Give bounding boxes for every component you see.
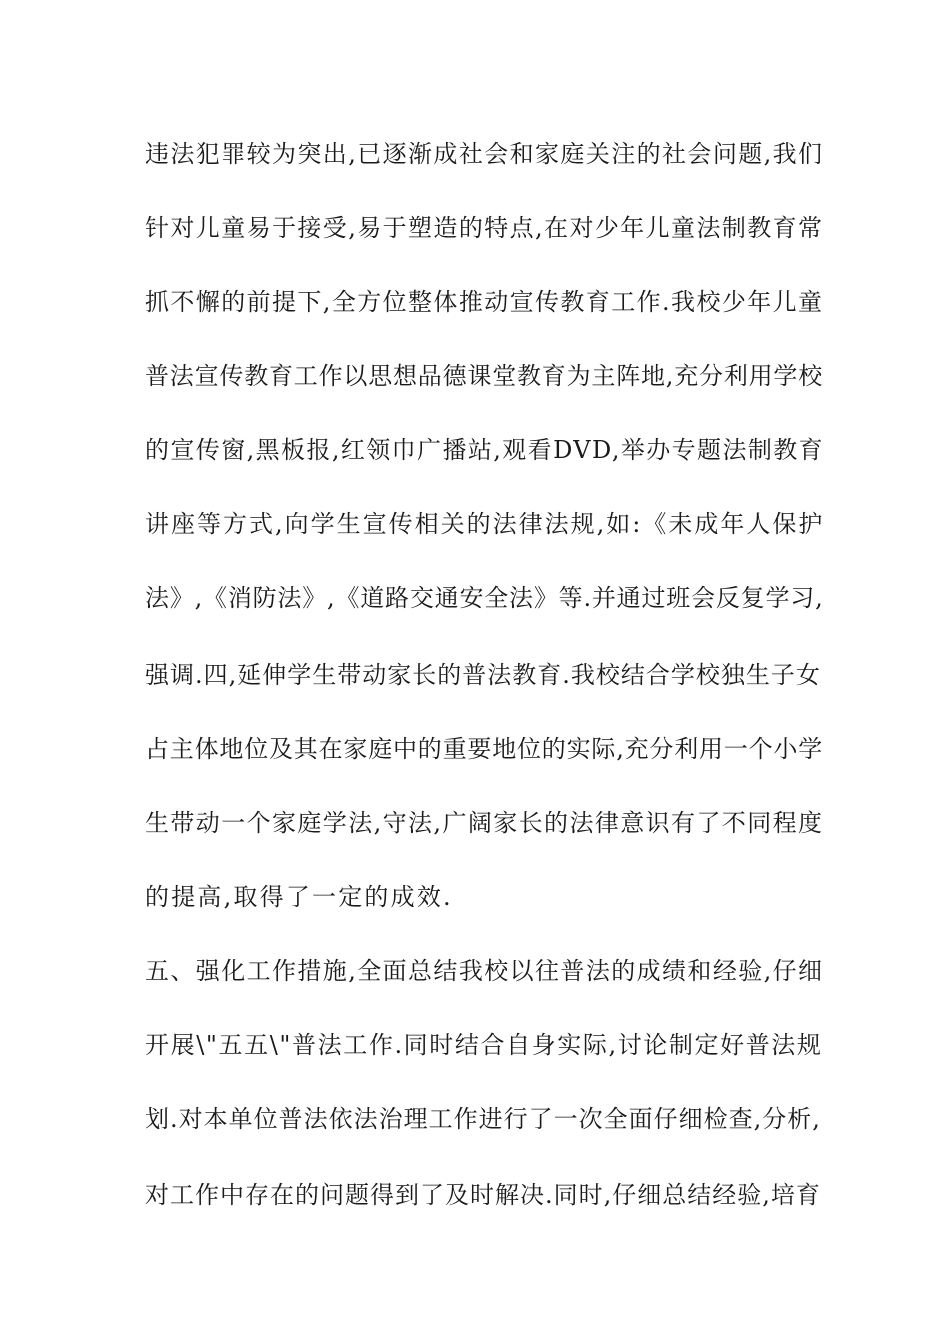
text-line: 普法宣传教育工作以思想品德课堂教育为主阵地,充分利用学校 bbox=[145, 362, 824, 390]
text-line: 讲座等方式,向学生宣传相关的法律法规,如:《未成年人保护 bbox=[145, 510, 825, 538]
text-line: 违法犯罪较为突出,已逐渐成社会和家庭关注的社会问题,我们 bbox=[145, 140, 824, 168]
text-line: 划.对本单位普法依法治理工作进行了一次全面仔细检查,分析, bbox=[145, 1105, 821, 1133]
text-line: 法》,《消防法》,《道路交通安全法》等.并通过班会反复学习, bbox=[145, 584, 824, 612]
text-line: 抓不懈的前提下,全方位整体推动宣传教育工作.我校少年儿童 bbox=[145, 288, 824, 316]
text-line: 针对儿童易于接受,易于塑造的特点,在对少年儿童法制教育常 bbox=[145, 214, 824, 242]
text-line: 生带动一个家庭学法,守法,广阔家长的法律意识有了不同程度 bbox=[145, 809, 824, 837]
text-line: 的提高,取得了一定的成效. bbox=[145, 883, 453, 911]
text-line: 的宣传窗,黑板报,红领巾广播站,观看DVD,举办专题法制教育 bbox=[145, 436, 825, 464]
text-line: 对工作中存在的问题得到了及时解决.同时,仔细总结经验,培育 bbox=[145, 1181, 821, 1209]
text-line: 五、强化工作措施,全面总结我校以往普法的成绩和经验,仔细 bbox=[145, 957, 824, 985]
text-line: 开展\"五五\"普法工作.同时结合自身实际,讨论制定好普法规 bbox=[145, 1031, 823, 1059]
text-line: 占主体地位及其在家庭中的重要地位的实际,充分利用一个小学 bbox=[145, 735, 824, 763]
text-line: 强调.四,延伸学生带动家长的普法教育.我校结合学校独生子女 bbox=[145, 661, 821, 689]
